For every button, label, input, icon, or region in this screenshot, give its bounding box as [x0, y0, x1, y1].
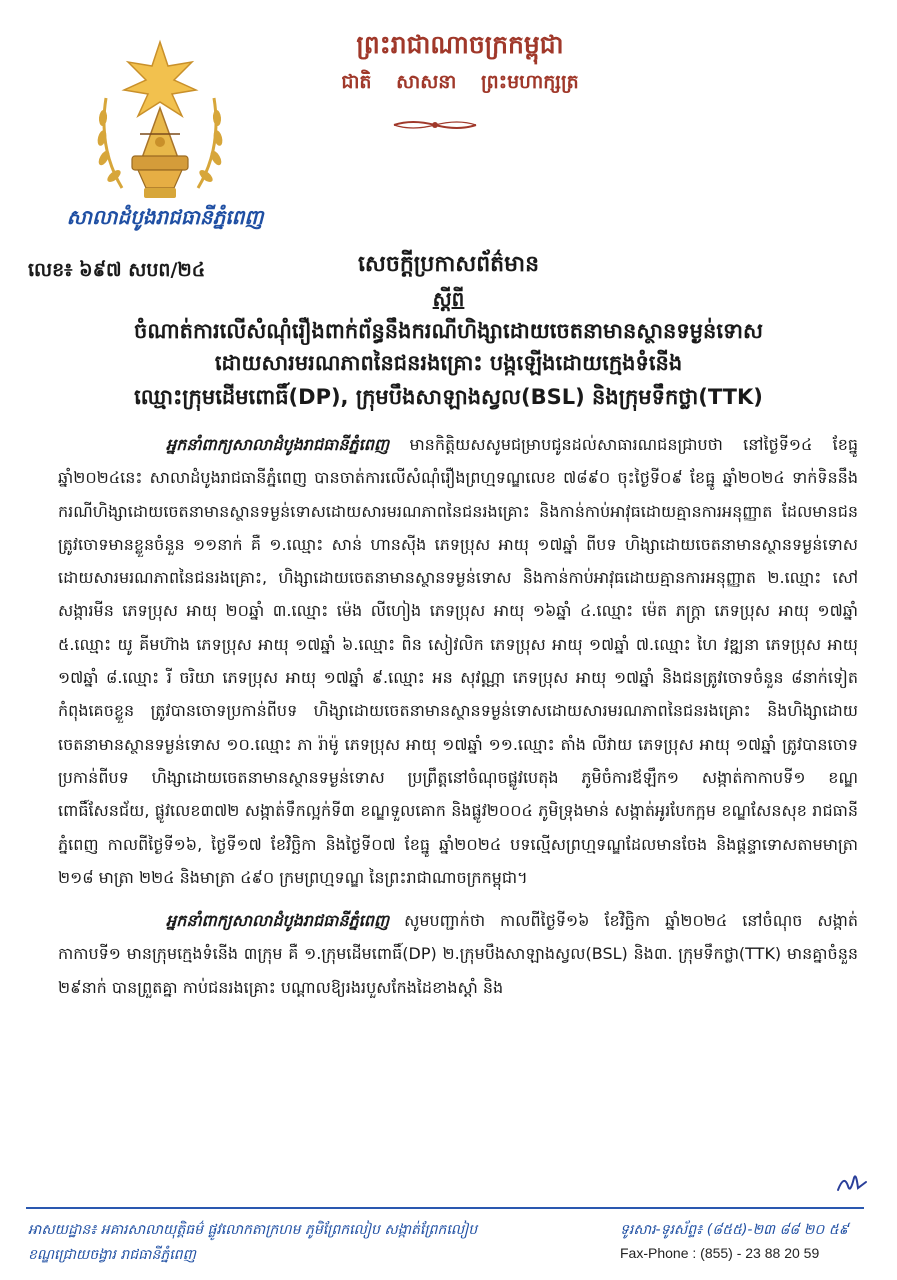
title-about: ស្តីពី	[432, 287, 465, 311]
spokesperson-lead-1: អ្នកនាំពាក្យសាលាដំបូងរាជធានីភ្នំពេញ	[166, 435, 390, 454]
document-title: សេចក្តីប្រកាសព័ត៌មាន	[357, 252, 540, 277]
reference-number: លេខ៖ ៦៩៧ សបព/២៤	[28, 259, 206, 281]
ornament-divider-icon	[392, 118, 478, 132]
court-emblem-icon	[92, 38, 228, 208]
title-subject-line-3: ឈ្មោះក្រុមដើមពោធិ៍(DP), ក្រុមបឹងសាឡាងស្វល(BSL) និងក្រុមទឹកថ្លា(TTK)	[134, 385, 763, 409]
fax-phone: Fax-Phone : (855) - 23 88 20 59	[620, 1245, 820, 1261]
address-line-1: អាសយដ្ឋាន៖ អគារសាលាយុត្តិធម៌ ផ្លូវលោកតាក្រហម ភូមិព្រែកលៀប សង្កាត់ព្រែកលៀប	[28, 1222, 478, 1238]
national-motto: ជាតិ សាសនា ព្រះមហាក្សត្រ	[341, 71, 579, 93]
paragraph-2	[58, 904, 858, 1004]
handwritten-initial-icon	[836, 1168, 868, 1198]
paragraph-2-text: សូមបញ្ជាក់ថា កាលពីថ្ងៃទី១៦ ខែវិច្ឆិកា ឆ្នាំ២០២៤ នៅចំណុច សង្កាត់កាកាបទី១ មានក្រុមក្មេងទំនើង ៣ក្រុម គឺ ១.ក្រុមដើមពោធិ៍(DP) ២.ក្រុមបឹងសាឡាងស្វល(BSL) និង៣. ក្រុមទឹកថ្លា(TTK) មានគ្នាចំនួន ២៩នាក់ បានព្រួតគ្នា កាប់ជនរងគ្រោះ បណ្តាលឱ្យរងរបួសកែងដៃខាងស្តាំ និង	[58, 911, 858, 997]
footer-divider	[26, 1207, 864, 1209]
title-subject-line-1: ចំណាត់ការលើសំណុំរឿងពាក់ព័ន្ធនឹងករណីហិង្សាដោយចេតនាមានស្ថានទម្ងន់ទោស	[134, 319, 763, 343]
court-name: សាលាដំបូងរាជធានីភ្នំពេញ	[66, 205, 264, 229]
kingdom-heading: ព្រះរាជាណាចក្រកម្ពុជា	[356, 30, 564, 59]
announcement-body	[58, 428, 858, 1004]
address-line-2: ខណ្ឌជ្រោយចង្វារ រាជធានីភ្នំពេញ	[28, 1247, 196, 1263]
title-subject-line-2: ដោយសារមរណភាពនៃជនរងគ្រោះ បង្កឡើងដោយក្មេងទំនើង	[214, 351, 683, 375]
spokesperson-lead-2: អ្នកនាំពាក្យសាលាដំបូងរាជធានីភ្នំពេញ	[166, 911, 390, 931]
paragraph-1	[58, 428, 858, 894]
paragraph-1-text: មានកិត្តិយសសូមជម្រាបជូនដល់សាធារណជនជ្រាបថា នៅថ្ងៃទី១៤ ខែធ្នូ ឆ្នាំ២០២៤នេះ សាលាដំបូងរាជធានីភ្នំពេញ បានចាត់ការលើសំណុំរឿងព្រហ្មទណ្ឌលេខ ៧៨៩០ ចុះថ្ងៃទី០៩ ខែធ្នូ ឆ្នាំ២០២៤ ទាក់ទិននឹងករណីហិង្សាដោយចេតនាមានស្ថានទម្ងន់ទោសដោយសារមរណភាពនៃជនរងគ្រោះ និងកាន់កាប់អាវុធដោយគ្មានការអនុញ្ញាត ដែលមានជនត្រូវចោទមានខ្លួនចំនួន ១១នាក់ គឺ ១.ឈ្មោះ សាន់ ហានស៊ីង ភេទប្រុស អាយុ ១៧ឆ្នាំ ពីបទ ហិង្សាដោយចេតនាមានស្ថានទម្ងន់ទោសដោយសារមរណភាពនៃជនរងគ្រោះ, ហិង្សាដោយចេតនាមានស្ថានទម្ងន់ទោស និងកាន់កាប់អាវុធដោយគ្មានការអនុញ្ញាត ២.ឈ្មោះ សៅ សង្ការមីន ភេទប្រុស អាយុ ២០ឆ្នាំ ៣.ឈ្មោះ ម៉េង លីហៀង ភេទប្រុស អាយុ ១៦ឆ្នាំ ៤.ឈ្មោះ ម៉េត ភក្ត្រា ភេទប្រុស អាយុ ១៧ឆ្នាំ ៥.ឈ្មោះ យូ គីមហ៊ាង ភេទប្រុស អាយុ ១៧ឆ្នាំ ៦.ឈ្មោះ ពិន សៀវលិក ភេទប្រុស អាយុ ១៧ឆ្នាំ ៧.ឈ្មោះ ហៃ វឌ្ឍនា ភេទប្រុស អាយុ ១៧ឆ្នាំ ៨.ឈ្មោះ រី ចរិយា ភេទប្រុស អាយុ ១៧ឆ្នាំ ៩.ឈ្មោះ អន សុវណ្ណា ភេទប្រុស អាយុ ១៧ឆ្នាំ និងជនត្រូវចោទចំនួន ៨នាក់ទៀត កំពុងគេចខ្លួន ត្រូវបានចោទប្រកាន់ពីបទ ហិង្សាដោយចេតនាមានស្ថានទម្ងន់ទោសដោយសារមរណភាពនៃជនរងគ្រោះ និងហិង្សាដោយចេតនាមានស្ថានទម្ងន់ទោស ១០.ឈ្មោះ ភា រ៉ាម៉ូ ភេទប្រុស អាយុ ១៧ឆ្នាំ ១១.ឈ្មោះ តាំង លីវាយ ភេទប្រុស អាយុ ១៧ឆ្នាំ ត្រូវបានចោទប្រកាន់ពីបទ ហិង្សាដោយចេតនាមានស្ថានទម្ងន់ទោស ប្រព្រឹត្តនៅចំណុចផ្លូវបេតុង ភូមិចំការឪឡឹក១ សង្កាត់កាកាបទី១ ខណ្ឌពោធិ៍សែនជ័យ, ផ្លូវលេខ៣៧២ សង្កាត់ទឹកល្អក់ទី៣ ខណ្ឌទួលគោក និងផ្លូវ២០០៤ ភូមិទ្រុងមាន់ សង្កាត់អូរបែកក្អម ខណ្ឌសែនសុខ រាជធានីភ្នំពេញ កាលពីថ្ងៃទី១៦, ថ្ងៃទី១៧ ខែវិច្ឆិកា និងថ្ងៃទី០៧ ខែធ្នូ ឆ្នាំ២០២៤ បទល្មើសព្រហ្មទណ្ឌដែលមានចែង និងផ្តន្ទាទោសតាមមាត្រា ២១៨ មាត្រា ២២៤ និងមាត្រា ៤៩០ ក្រមព្រហ្មទណ្ឌ នៃព្រះរាជាណាចក្រកម្ពុជា។	[58, 435, 859, 887]
fax-phone-khmer: ទូរសារ-ទូរស័ព្ទ៖ (៨៥៥)-២៣ ៨៨ ២០ ៥៩	[620, 1222, 849, 1238]
